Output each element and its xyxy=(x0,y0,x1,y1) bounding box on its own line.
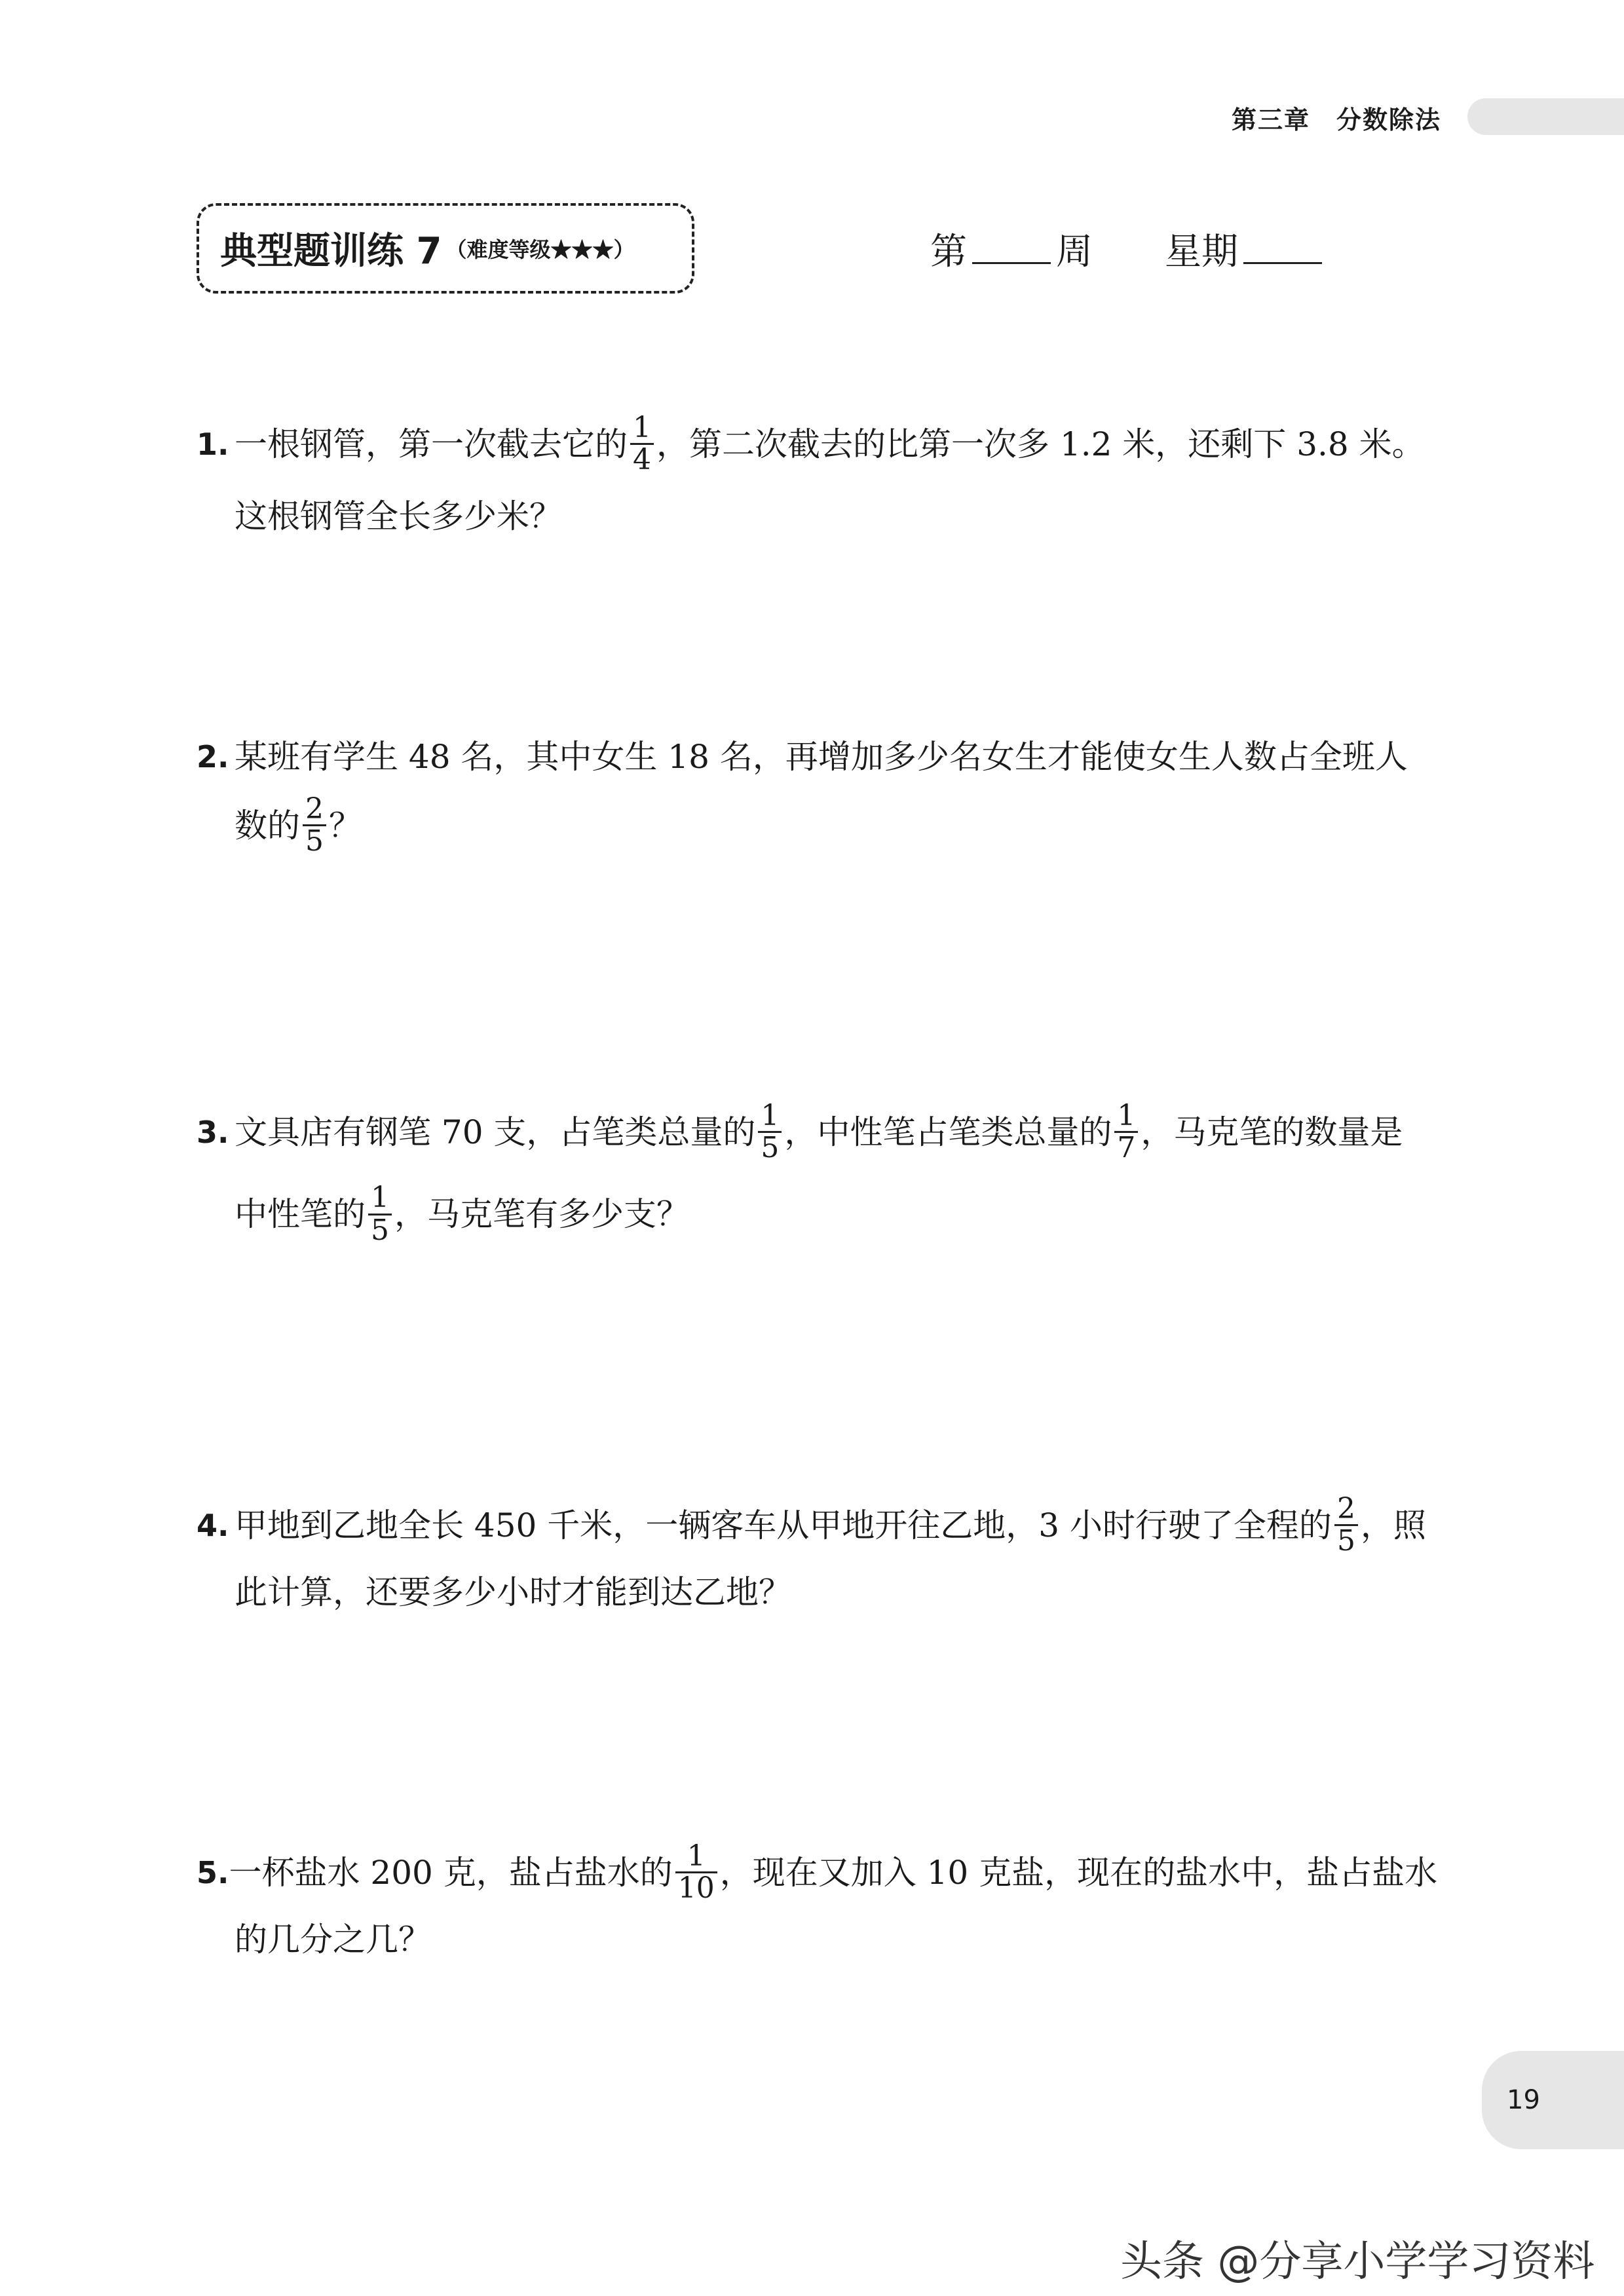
watermark: 头条 @分享小学学习资料 xyxy=(1120,2238,1595,2286)
question-text: 一杯盐水 200 克，盐占盐水的 xyxy=(229,1853,673,1892)
question-5 xyxy=(197,1839,1438,1959)
numerator: 1 xyxy=(633,411,651,444)
denominator: 10 xyxy=(675,1871,717,1904)
question-line xyxy=(197,1101,1435,1163)
question-text: 这根钢管全长多少米？ xyxy=(235,497,562,536)
question-text: 此计算，还要多少小时才能到达乙地？ xyxy=(235,1573,791,1612)
denominator: 7 xyxy=(1114,1131,1138,1163)
difficulty-label: （难度等级★★★） xyxy=(445,237,635,262)
question-number: 4. xyxy=(197,1507,229,1543)
question-text: ，马克笔有多少支？ xyxy=(394,1195,689,1234)
question-line xyxy=(197,1839,1438,1905)
fraction xyxy=(630,413,654,475)
denominator: 5 xyxy=(758,1131,782,1163)
question-line xyxy=(197,794,1435,856)
page-number: 19 xyxy=(1507,2085,1540,2115)
question-text: ？ xyxy=(329,806,362,845)
denominator: 5 xyxy=(1334,1524,1358,1556)
fraction xyxy=(1114,1101,1138,1163)
schedule-line xyxy=(930,223,1322,275)
question-text: 一根钢管，第一次截去它的 xyxy=(235,425,628,463)
question-3 xyxy=(197,1101,1435,1246)
question-text: ，第二次截去的比第一次多 1.2 米，还剩下 3.8 米。 xyxy=(656,425,1425,463)
question-text: ，现在又加入 10 克盐，现在的盐水中，盐占盐水 xyxy=(719,1853,1438,1892)
question-1 xyxy=(197,411,1435,536)
question-line xyxy=(197,1921,1435,1959)
day-label: 星期 xyxy=(1165,231,1238,273)
question-number: 3. xyxy=(197,1114,229,1150)
question-line xyxy=(197,738,1435,776)
question-line xyxy=(197,1183,1435,1245)
week-prefix: 第 xyxy=(930,231,967,273)
question-number: 2. xyxy=(197,739,229,775)
numerator: 2 xyxy=(305,792,324,826)
worksheet-title: 典型题训练 7 xyxy=(220,230,442,273)
fraction xyxy=(303,794,326,856)
numerator: 1 xyxy=(371,1181,389,1215)
question-line xyxy=(197,497,1435,536)
question-text: 数的 xyxy=(235,806,300,845)
page-number-tab xyxy=(1482,2051,1624,2149)
question-text: 的几分之几？ xyxy=(235,1921,431,1959)
question-text: 甲地到乙地全长 450 千米，一辆客车从甲地开往乙地，3 小时行驶了全程的 xyxy=(235,1506,1332,1544)
question-text: ，照 xyxy=(1360,1506,1426,1544)
question-number: 1. xyxy=(197,426,229,462)
numerator: 1 xyxy=(1117,1099,1136,1132)
week-blank[interactable] xyxy=(972,257,1051,264)
question-2 xyxy=(197,740,1435,856)
numerator: 2 xyxy=(1336,1492,1355,1525)
chapter-tab-decoration xyxy=(1467,98,1624,135)
denominator: 4 xyxy=(630,443,654,475)
denominator: 5 xyxy=(303,824,326,856)
day-blank[interactable] xyxy=(1243,257,1322,264)
numerator: 1 xyxy=(761,1099,780,1132)
question-text: 中性笔的 xyxy=(235,1195,366,1234)
question-text: ，中性笔占笔类总量的 xyxy=(784,1113,1112,1151)
chapter-header: 第三章 分数除法 xyxy=(1232,105,1442,134)
question-4 xyxy=(197,1492,1435,1612)
question-text: 文具店有钢笔 70 支，占笔类总量的 xyxy=(235,1113,756,1151)
question-text: 某班有学生 48 名，其中女生 18 名，再增加多少名女生才能使女生人数占全班人 xyxy=(235,738,1408,776)
fraction xyxy=(368,1183,392,1245)
title-badge xyxy=(197,203,694,294)
question-line xyxy=(197,413,1435,475)
fraction xyxy=(1334,1494,1358,1556)
question-number: 5. xyxy=(197,1854,229,1890)
fraction xyxy=(758,1101,782,1163)
week-suffix: 周 xyxy=(1056,231,1093,273)
fraction xyxy=(675,1841,717,1904)
question-line xyxy=(197,1573,1435,1612)
denominator: 5 xyxy=(368,1214,392,1246)
question-text: ，马克笔的数量是 xyxy=(1141,1113,1403,1151)
numerator: 1 xyxy=(687,1839,706,1873)
question-line xyxy=(197,1494,1435,1556)
